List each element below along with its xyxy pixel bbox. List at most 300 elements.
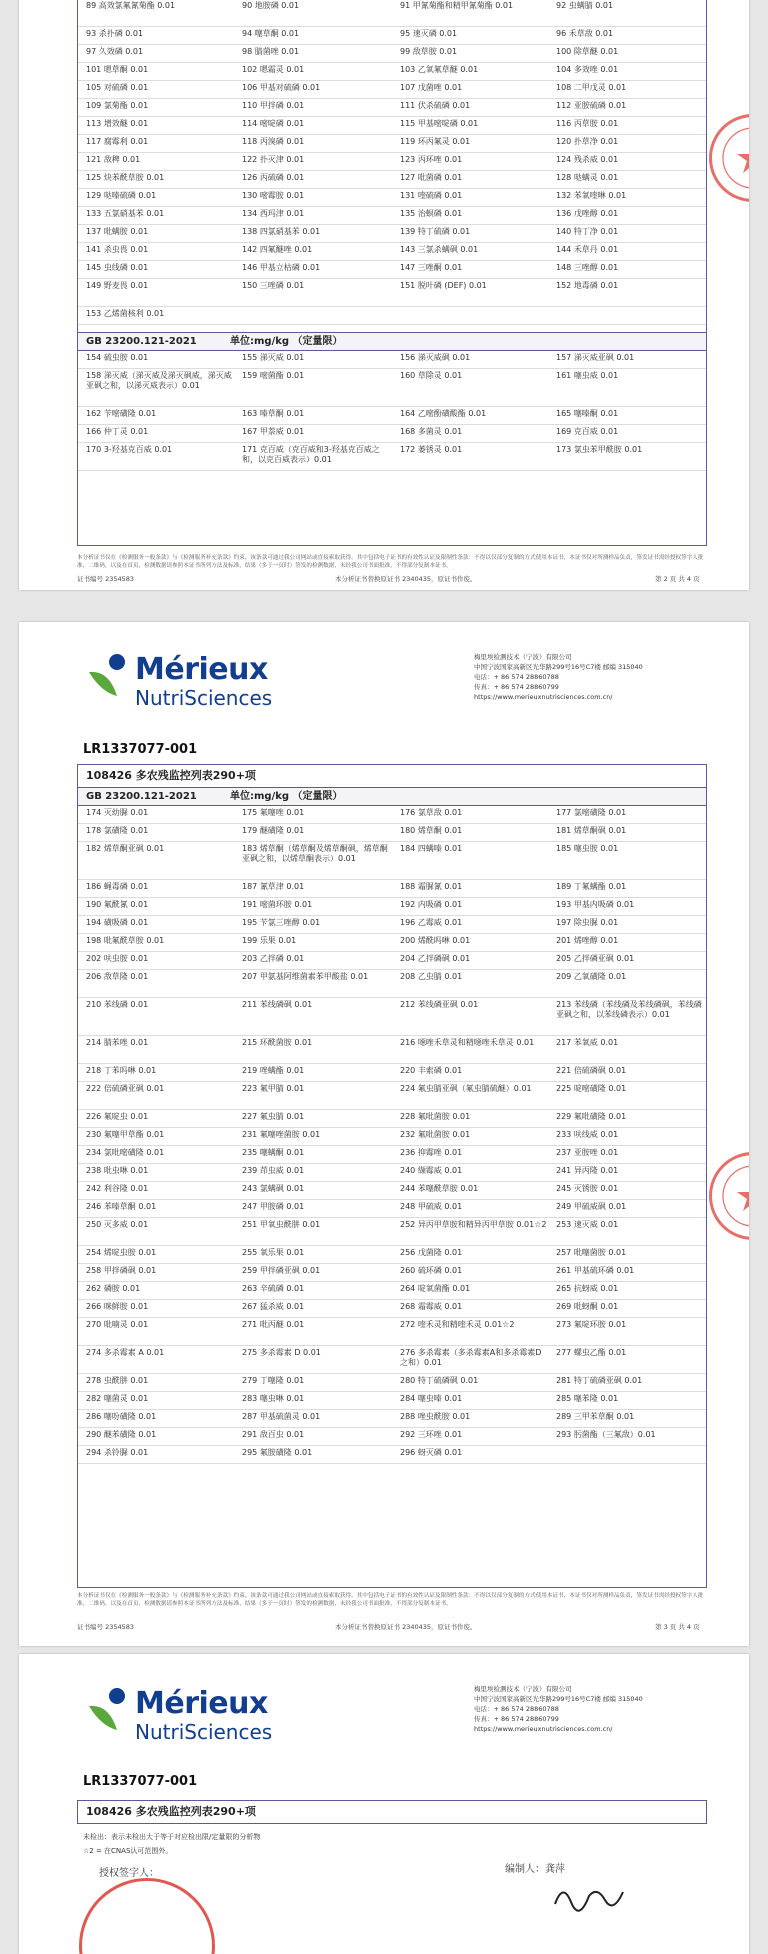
table-cell: 179 醚磺隆 0.01 [242,826,305,835]
table-cell: 190 氟酰氰 0.01 [86,900,149,909]
table-cell: 216 噁唑禾草灵和精噁唑禾草灵 0.01 [400,1038,535,1047]
table-row [78,1428,706,1446]
table-cell: 280 特丁硫磷砜 0.01 [400,1376,479,1385]
table-cell: 233 呋线威 0.01 [556,1130,619,1139]
table-cell: 276 多杀霉素（多杀霉素A和多杀霉素D之和）0.01 [400,1348,542,1367]
table-cell: 151 脱叶磷 (DEF) 0.01 [400,281,487,290]
table-cell: 118 丙溴磷 0.01 [242,137,305,146]
table-cell: 244 苯噻酰草胺 0.01 [400,1184,479,1193]
table-cell: 148 三唑醇 0.01 [556,263,619,272]
table-row [78,27,706,45]
table-cell: 171 克百威（克百威和3-羟基克百威之和，以克百威表示）0.01 [242,445,380,464]
table-cell: 158 涕灭威（涕灭威及涕灭砜威，涕灭威亚砜之和，以涕灭威表示）0.01 [86,371,232,390]
table-cell: 286 噻吩磺隆 0.01 [86,1412,157,1421]
disclaimer-note: 本分析证书仅在《检测服务一般条款》与《检测服务补充条款》约束，该条款可通过我公司网站或直接索取获得。其中包括电子证书的有效性认证及限制性条款：不得以仅部分复制的方式使用本证书，本证书仅对所测样品负责，签发证书需经授权签字人批准，二维码，以及在首页，检测数据请参照本证书所列方法及标准，结果（多于一页时）签发的检测数据，未经我公司书面批准，不得部分复制本证书。 [77,1593,704,1607]
report-number: LR1337077-001 [83,742,198,757]
table-row [78,824,706,842]
table-cell: 243 氯螨砜 0.01 [242,1184,305,1193]
table-cell: 147 三唑酮 0.01 [400,263,463,272]
method-label: GB 23200.121-2021 [86,336,197,347]
table-cell: 211 苯线磷砜 0.01 [242,1000,313,1009]
results-table [78,806,706,1464]
table-row [78,307,706,325]
unit-label: 单位:mg/kg （定量限） [230,791,343,802]
table-cell: 193 甲基内吸磷 0.01 [556,900,635,909]
table-cell: 154 硫虫胺 0.01 [86,353,149,362]
table-cell: 140 特丁净 0.01 [556,227,619,236]
table-cell: 208 乙虫腈 0.01 [400,972,463,981]
table-cell: 123 丙环唑 0.01 [400,155,463,164]
table-row [78,1300,706,1318]
table-cell: 221 倍硫磷砜 0.01 [556,1066,627,1075]
replacement-note: 本分析证书替换原证书 2340435，原证书作废。 [335,1623,477,1631]
table-cell: 212 苯线磷亚砜 0.01 [400,1000,479,1009]
list-title: 108426 多农残监控列表290+项 [86,769,256,782]
table-cell: 267 猛杀威 0.01 [242,1302,305,1311]
table-cell: 227 氟虫腈 0.01 [242,1112,305,1121]
table-row [78,970,706,998]
table-row [78,261,706,279]
company-url[interactable]: https://www.merieuxnutrisciences.com.cn/ [474,1725,613,1733]
table-cell: 206 敌草隆 0.01 [86,972,149,981]
table-cell: 274 多杀霉素 A 0.01 [86,1348,165,1357]
table-row [78,1036,706,1064]
table-cell: 167 甲萘威 0.01 [242,427,305,436]
page-number: 第 3 页 共 4 页 [655,1623,700,1631]
table-cell: 284 噻虫嗪 0.01 [400,1394,463,1403]
table-row [78,1064,706,1082]
table-cell: 119 环丙氟灵 0.01 [400,137,471,146]
table-row [78,1218,706,1246]
table-cell: 175 氟噻唑 0.01 [242,808,305,817]
table-cell: 165 噻嗪酮 0.01 [556,409,619,418]
table-cell: 251 甲氧虫酰肼 0.01 [242,1220,321,1229]
table-cell: 290 醚苯磺隆 0.01 [86,1430,157,1439]
table-cell: 197 除虫脲 0.01 [556,918,619,927]
table-cell: 242 利谷隆 0.01 [86,1184,149,1193]
table-row [78,225,706,243]
table-cell: 269 吡蚜酮 0.01 [556,1302,619,1311]
table-cell: 108 二甲戊灵 0.01 [556,83,627,92]
table-cell: 91 甲氰菊酯和精甲氰菊酯 0.01 [400,1,514,10]
table-row [78,998,706,1036]
brand-subname: NutriSciences [135,686,273,710]
table-cell: 253 速灭威 0.01 [556,1220,619,1229]
table-cell: 100 除草醚 0.01 [556,47,619,56]
method-label: GB 23200.121-2021 [86,791,197,802]
table-cell: 296 蚜灭磷 0.01 [400,1448,463,1457]
table-cell: 161 噻虫威 0.01 [556,371,619,380]
page-number: 第 2 页 共 4 页 [655,575,700,583]
table-cell: 181 烯草酮砜 0.01 [556,826,627,835]
table-cell: 156 涕灭威砜 0.01 [400,353,471,362]
table-cell: 207 甲氨基阿维菌素苯甲酸盐 0.01 [242,972,369,981]
table-cell: 160 草除灵 0.01 [400,371,463,380]
table-cell: 226 氟啶虫 0.01 [86,1112,149,1121]
table-cell: 287 甲基硫菌灵 0.01 [242,1412,321,1421]
table-cell: 283 噻虫啉 0.01 [242,1394,305,1403]
table-cell: 90 地胺磷 0.01 [242,1,300,10]
table-cell: 237 亚胺唑 0.01 [556,1148,619,1157]
table-cell: 178 氯磺隆 0.01 [86,826,149,835]
list-title: 108426 多农残监控列表290+项 [86,1805,256,1818]
table-cell: 184 四螨嗪 0.01 [400,844,463,853]
table-cell: 150 三唑磷 0.01 [242,281,305,290]
table-cell: 214 腈苯唑 0.01 [86,1038,149,1047]
table-row [78,1146,706,1164]
table-cell: 278 虫酰肼 0.01 [86,1376,149,1385]
table-cell: 149 野麦畏 0.01 [86,281,149,290]
table-cell: 183 烯草酮（烯草酮及烯草酮砜，烯草酮亚砜之和，以烯草酮表示）0.01 [242,844,388,863]
table-cell: 134 西玛津 0.01 [242,209,305,218]
table-row [78,0,706,27]
table-row [78,1110,706,1128]
table-cell: 272 喹禾灵和精喹禾灵 0.01☆2 [400,1320,515,1329]
table-cell: 229 氟吡磺隆 0.01 [556,1112,627,1121]
table-cell: 256 戊菌隆 0.01 [400,1248,463,1257]
table-cell: 141 杀虫畏 0.01 [86,245,149,254]
table-cell: 157 涕灭威亚砜 0.01 [556,353,635,362]
table-cell: 173 氯虫苯甲酰胺 0.01 [556,445,643,454]
brand-name: Mérieux [135,652,268,687]
testing-seal-stamp [709,1152,749,1240]
list-title-frame [77,1800,707,1824]
table-cell: 110 甲拌磷 0.01 [242,101,305,110]
report-page-3 [19,622,749,1646]
table-cell: 111 伏杀硫磷 0.01 [400,101,471,110]
table-cell: 177 氯嘧磺隆 0.01 [556,808,627,817]
table-cell: 282 噻菌灵 0.01 [86,1394,149,1403]
table-row [78,171,706,189]
table-cell: 230 氟噻甲草酯 0.01 [86,1130,165,1139]
table-cell: 257 吡噻菌胺 0.01 [556,1248,627,1257]
table-cell: 245 灭锈胺 0.01 [556,1184,619,1193]
table-cell: 182 烯草酮亚砜 0.01 [86,844,165,853]
report-page-2 [19,0,749,590]
table-row [78,1164,706,1182]
table-cell: 281 特丁硫磷亚砜 0.01 [556,1376,643,1385]
unit-label: 单位:mg/kg （定量限） [230,336,343,347]
table-cell: 199 乐果 0.01 [242,936,297,945]
table-row [78,1410,706,1428]
table-cell: 289 三甲苯草酮 0.01 [556,1412,635,1421]
table-row [78,842,706,880]
company-phone: 电话：+ 86 574 28860788 [474,1705,559,1713]
company-contact [474,1684,643,1734]
company-name: 梅里埃检测技术（宁波）有限公司 [474,653,572,661]
table-row [78,1346,706,1374]
cnas-note: ☆2 = 在CNAS认可范围外。 [83,1847,173,1855]
table-row [78,1246,706,1264]
certificate-number: 证书编号 2354583 [77,1623,135,1631]
table-cell: 163 嗪草酮 0.01 [242,409,305,418]
table-cell: 205 乙拌磷亚砜 0.01 [556,954,635,963]
table-cell: 176 氯草敌 0.01 [400,808,463,817]
table-cell: 285 噻苯隆 0.01 [556,1394,619,1403]
table-cell: 258 甲拌磷砜 0.01 [86,1266,157,1275]
table-cell: 166 仲丁灵 0.01 [86,427,149,436]
table-cell: 271 吡丙醚 0.01 [242,1320,305,1329]
company-fax: 传真：+ 86 574 28860799 [474,1715,559,1723]
table-cell: 236 抑霉唑 0.01 [400,1148,463,1157]
table-row [78,1082,706,1110]
table-cell: 136 戊唑醇 0.01 [556,209,619,218]
testing-seal-stamp [709,114,749,202]
table-cell: 104 多效唑 0.01 [556,65,619,74]
table-row [78,1392,706,1410]
table-cell: 262 磷胺 0.01 [86,1284,141,1293]
table-cell: 238 吡虫啉 0.01 [86,1166,149,1175]
table-row [78,952,706,970]
table-cell: 98 腈菌唑 0.01 [242,47,300,56]
table-cell: 295 氟胺磺隆 0.01 [242,1448,313,1457]
table-cell: 95 速灭磷 0.01 [400,29,458,38]
table-cell: 250 灭多威 0.01 [86,1220,149,1229]
table-cell: 288 唑虫酰胺 0.01 [400,1412,471,1421]
table-row [78,153,706,171]
table-cell: 105 对硫磷 0.01 [86,83,149,92]
table-cell: 116 丙草胺 0.01 [556,119,619,128]
table-cell: 131 喹硫磷 0.01 [400,191,463,200]
table-cell: 120 扑草净 0.01 [556,137,619,146]
authorized-signer-label: 授权签字人： [99,1868,159,1879]
table-row [78,898,706,916]
table-row [78,243,706,261]
table-cell: 126 丙硫磷 0.01 [242,173,305,182]
company-contact [474,652,643,702]
table-cell: 191 嘧菌环胺 0.01 [242,900,313,909]
table-cell: 130 嘧霉胺 0.01 [242,191,305,200]
table-cell: 202 呋虫胺 0.01 [86,954,149,963]
table-cell: 186 蝇毒磷 0.01 [86,882,149,891]
table-cell: 263 辛硫磷 0.01 [242,1284,305,1293]
company-phone: 电话：+ 86 574 28860788 [474,673,559,681]
table-cell: 275 多杀霉素 D 0.01 [242,1348,321,1357]
report-page-4 [19,1654,749,1954]
table-cell: 219 唑螨酯 0.01 [242,1066,305,1075]
table-cell: 188 霜脲氰 0.01 [400,882,463,891]
table-row [78,916,706,934]
report-number: LR1337077-001 [83,1774,198,1789]
table-cell: 174 灭幼脲 0.01 [86,808,149,817]
table-row [78,443,706,471]
table-cell: 125 炔苯酰草胺 0.01 [86,173,165,182]
table-cell: 249 甲硫威砜 0.01 [556,1202,627,1211]
company-address: 中国宁波国家高新区光华路299号16号C7楼 邮编 315040 [474,663,643,671]
table-cell: 270 吡喃灵 0.01 [86,1320,149,1329]
editor-label: 编制人：龚萍 [505,1864,565,1875]
table-row [78,117,706,135]
table-cell: 155 涕灭威 0.01 [242,353,305,362]
table-cell: 204 乙拌磷砜 0.01 [400,954,471,963]
table-row [78,880,706,898]
table-cell: 168 多菌灵 0.01 [400,427,463,436]
table-cell: 239 茚虫威 0.01 [242,1166,305,1175]
table-row [78,45,706,63]
table-cell: 192 内吸磷 0.01 [400,900,463,909]
table-cell: 259 甲拌磷亚砜 0.01 [242,1266,321,1275]
disclaimer-note: 本分析证书仅在《检测服务一般条款》与《检测服务补充条款》约束，该条款可通过我公司网站或直接索取获得。其中包括电子证书的有效性认证及限制性条款：不得以仅部分复制的方式使用本证书，本证书仅对所测样品负责，签发证书需经授权签字人批准，二维码，以及在首页，检测数据请参照本证书所列方法及标准，结果（多于一页时）签发的检测数据，未经我公司书面批准，不得部分复制本证书。 [77,555,704,569]
table-cell: 112 亚胺硫磷 0.01 [556,101,627,110]
table-cell: 96 禾草敌 0.01 [556,29,614,38]
table-cell: 273 氟啶环胺 0.01 [556,1320,627,1329]
replacement-note: 本分析证书替换原证书 2340435，原证书作废。 [335,575,477,583]
table-cell: 224 氟虫腈亚砜（氟虫腈硫醚）0.01 [400,1084,532,1093]
table-row [78,279,706,307]
table-cell: 128 哒螨灵 0.01 [556,173,619,182]
table-cell: 266 咪鲜胺 0.01 [86,1302,149,1311]
table-cell: 210 苯线磷 0.01 [86,1000,149,1009]
editor-signature [549,1878,629,1914]
table-cell: 247 甲胺磷 0.01 [242,1202,305,1211]
table-row [78,1374,706,1392]
table-cell: 194 磺吸磷 0.01 [86,918,149,927]
table-cell: 223 氟甲腈 0.01 [242,1084,305,1093]
table-cell: 138 四氯硝基苯 0.01 [242,227,321,236]
table-cell: 121 敌稗 0.01 [86,155,141,164]
table-cell: 162 苄嘧磺隆 0.01 [86,409,157,418]
table-row [78,81,706,99]
table-cell: 124 残杀威 0.01 [556,155,619,164]
company-seal-stamp [79,1878,215,1954]
table-cell: 196 乙霉威 0.01 [400,918,463,927]
table-cell: 292 三环唑 0.01 [400,1430,463,1439]
table-cell: 225 啶嘧磺隆 0.01 [556,1084,627,1093]
table-cell: 217 苯氧威 0.01 [556,1038,619,1047]
table-cell: 201 烯唑醇 0.01 [556,936,619,945]
table-cell: 132 苯氧喹啉 0.01 [556,191,627,200]
table-cell: 200 烯酰吗啉 0.01 [400,936,471,945]
method-bar [78,332,706,351]
table-cell: 246 苯嗪草酮 0.01 [86,1202,157,1211]
table-cell: 135 治螟磷 0.01 [400,209,463,218]
table-cell: 143 三氯杀螨砜 0.01 [400,245,479,254]
table-cell: 234 氯吡嘧磺隆 0.01 [86,1148,165,1157]
table-cell: 144 禾草丹 0.01 [556,245,619,254]
table-cell: 228 氟吡菌胺 0.01 [400,1112,471,1121]
table-cell: 133 五氯硝基苯 0.01 [86,209,165,218]
table-cell: 189 丁氟螨酯 0.01 [556,882,627,891]
table-cell: 107 戊菌唑 0.01 [400,83,463,92]
results-table-frame [77,764,707,1588]
results-table [78,351,706,471]
table-cell: 145 虫线磷 0.01 [86,263,149,272]
table-row [78,1128,706,1146]
table-cell: 129 哒嗪硫磷 0.01 [86,191,157,200]
table-row [78,425,706,443]
table-cell: 103 乙氧氟草醚 0.01 [400,65,479,74]
table-row [78,1200,706,1218]
table-row [78,934,706,952]
method-bar [78,787,706,806]
table-cell: 264 啶氧菌酯 0.01 [400,1284,471,1293]
brand-name: Mérieux [135,1686,268,1721]
table-row [78,63,706,81]
table-cell: 113 增效醚 0.01 [86,119,149,128]
table-cell: 152 地毒磷 0.01 [556,281,619,290]
table-cell: 187 氰草津 0.01 [242,882,305,891]
merieux-logo-icon [87,1686,139,1730]
table-cell: 279 丁噻隆 0.01 [242,1376,305,1385]
table-cell: 89 高效氯氟氰菊酯 0.01 [86,1,176,10]
table-cell: 213 苯线磷（苯线磷及苯线磷砜，苯线磷亚砜之和，以苯线磷表示）0.01 [556,1000,702,1019]
table-cell: 291 敌百虫 0.01 [242,1430,305,1439]
table-cell: 127 吡菌磷 0.01 [400,173,463,182]
table-cell: 215 环酰菌胺 0.01 [242,1038,313,1047]
table-cell: 255 氧乐果 0.01 [242,1248,305,1257]
table-row [78,99,706,117]
results-table [78,0,706,325]
table-cell: 220 丰索磷 0.01 [400,1066,463,1075]
table-cell: 195 苄氯三唑醇 0.01 [242,918,321,927]
table-row [78,189,706,207]
company-name: 梅里埃检测技术（宁波）有限公司 [474,1685,572,1693]
table-cell: 109 氯菊酯 0.01 [86,101,149,110]
table-cell: 260 硫环磷 0.01 [400,1266,463,1275]
table-cell: 102 嗯霜灵 0.01 [242,65,305,74]
table-cell: 198 吡氟酰草胺 0.01 [86,936,165,945]
not-detected-note: 未检出：表示未检出大于等于对应检出限/定量限的分析物 [83,1833,261,1841]
merieux-logo-icon [87,652,139,696]
table-row [78,1264,706,1282]
table-cell: 146 甲基立枯磷 0.01 [242,263,321,272]
table-cell: 94 噻草酮 0.01 [242,29,300,38]
table-row [78,369,706,407]
table-cell: 101 嗯草酮 0.01 [86,65,149,74]
table-cell: 93 杀扑磷 0.01 [86,29,144,38]
table-cell: 172 萎锈灵 0.01 [400,445,463,454]
table-cell: 265 抗蚜威 0.01 [556,1284,619,1293]
table-cell: 261 甲基硫环磷 0.01 [556,1266,635,1275]
table-cell: 99 敌草胺 0.01 [400,47,458,56]
table-cell: 122 扑灭津 0.01 [242,155,305,164]
table-cell: 254 烯啶虫胺 0.01 [86,1248,157,1257]
table-row [78,207,706,225]
company-url[interactable]: https://www.merieuxnutrisciences.com.cn/ [474,693,613,701]
company-fax: 传真：+ 86 574 28860799 [474,683,559,691]
table-cell: 241 异丙隆 0.01 [556,1166,619,1175]
table-cell: 248 甲硫威 0.01 [400,1202,463,1211]
table-row [78,1282,706,1300]
certificate-number: 证书编号 2354583 [77,575,135,583]
table-cell: 203 乙拌磷 0.01 [242,954,305,963]
table-cell: 209 乙氧磺隆 0.01 [556,972,627,981]
table-cell: 180 烯草酮 0.01 [400,826,463,835]
table-cell: 252 异丙甲草胺和精异丙甲草胺 0.01☆2 [400,1220,547,1229]
table-cell: 218 丁苯吗啉 0.01 [86,1066,157,1075]
table-cell: 92 虫螨腈 0.01 [556,1,614,10]
company-address: 中国宁波国家高新区光华路299号16号C7楼 邮编 315040 [474,1695,643,1703]
table-row [78,351,706,369]
table-cell: 231 氟噻唑菌胺 0.01 [242,1130,321,1139]
table-cell: 159 嘧菌酯 0.01 [242,371,305,380]
table-cell: 97 久效磷 0.01 [86,47,144,56]
table-cell: 268 霜霉威 0.01 [400,1302,463,1311]
table-cell: 185 噻虫胺 0.01 [556,844,619,853]
table-cell: 294 杀铃脲 0.01 [86,1448,149,1457]
table-cell: 170 3-羟基克百威 0.01 [86,445,173,454]
table-cell: 169 克百威 0.01 [556,427,619,436]
table-cell: 117 腐霉利 0.01 [86,137,149,146]
table-cell: 240 缬霉威 0.01 [400,1166,463,1175]
table-row [78,1318,706,1346]
table-cell: 114 嘧啶磷 0.01 [242,119,305,128]
table-row [78,135,706,153]
table-cell: 235 噻螨酮 0.01 [242,1148,305,1157]
table-cell: 137 吡螨胺 0.01 [86,227,149,236]
brand-subname: NutriSciences [135,1720,273,1744]
table-cell: 153 乙烯菌核利 0.01 [86,309,165,318]
